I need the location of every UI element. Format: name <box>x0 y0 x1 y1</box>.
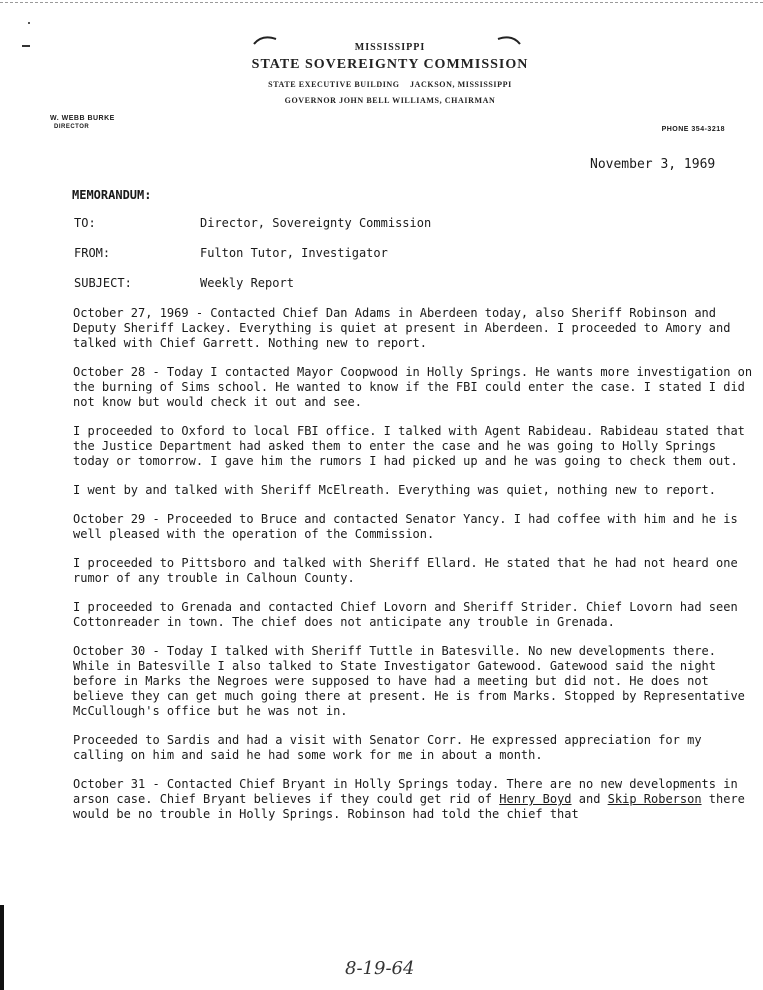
phone-number: PHONE 354-3218 <box>661 126 725 133</box>
paragraph: I went by and talked with Sheriff McElreath. Everything was quiet, nothing new to report. <box>73 483 716 497</box>
paragraph: October 28 - Today I contacted Mayor Coopwood in Holly Springs. He wants more investigation on the burning of Sims school. He wanted to know if the FBI could enter the case. I stated I did not know but would check it out and see. <box>73 365 753 409</box>
paragraph: I proceeded to Grenada and contacted Chief Lovorn and Sheriff Strider. Chief Lovorn had seen Cottonreader in town. The chief does not anticipate any trouble in Grenada. <box>73 600 738 629</box>
letterhead <box>200 42 580 105</box>
memo-heading: MEMORANDUM: <box>72 188 152 202</box>
paragraph: Proceeded to Sardis and had a visit with Senator Corr. He expressed appreciation for my calling on him and said he had some work for me in about a month. <box>73 733 702 762</box>
underlined-name-1: Henry Boyd <box>499 792 572 806</box>
director-title: DIRECTOR <box>54 124 90 130</box>
director-block <box>50 115 115 130</box>
letterhead-commission-name: STATE SOVEREIGNTY COMMISSION <box>251 57 529 72</box>
paragraph: I proceeded to Oxford to local FBI office. I talked with Agent Rabideau. Rabideau stated that the Justice Department had asked them to enter the case and he was going to Holly Springs today or tomorrow. I gave him the rumors I had picked up and he was going to check them out. <box>73 424 745 468</box>
letterhead-governor: GOVERNOR JOHN BELL WILLIAMS, CHAIRMAN <box>284 96 496 105</box>
letterhead-state: MISSISSIPPI <box>354 42 426 53</box>
paragraph: October 30 - Today I talked with Sheriff Tuttle in Batesville. No new developments there. While in Batesville I also talked to State Investigator Gatewood. Gatewood said the night before in Marks the Negroes were supposed to have had a meeting but did not. He does not believe they can get much going there at present. He is from Marks. Stopped by Representative McCullough's office but he was not in. <box>73 644 745 718</box>
director-name: W. WEBB BURKE <box>50 115 115 122</box>
left-edge-mark <box>0 905 4 990</box>
underlined-name-2: Skip Roberson <box>607 792 702 806</box>
conjunction: and <box>571 792 608 806</box>
last-paragraph-part1: October 31 - Contacted Chief Bryant in Holly Springs today. There are no new developments in arson case. Chief Bryant believes if they could get rid of <box>73 777 738 806</box>
from-line <box>74 246 388 260</box>
paragraph: I proceeded to Pittsboro and talked with Sheriff Ellard. He stated that he had not heard one rumor of any trouble in Calhoun County. <box>73 556 738 585</box>
subject-value: Weekly Report <box>200 276 294 290</box>
from-label: FROM: <box>74 246 111 260</box>
to-line <box>74 216 431 230</box>
memo-date: November 3, 1969 <box>590 157 716 172</box>
last-paragraph-part2: there would be no trouble in Holly Springs. Robinson had told the chief that <box>73 792 745 821</box>
paragraph: October 29 - Proceeded to Bruce and contacted Senator Yancy. I had coffee with him and he is well pleased with the operation of the Commission. <box>73 512 738 541</box>
subject-label: SUBJECT: <box>74 276 132 290</box>
top-border <box>0 2 763 3</box>
subject-line <box>74 276 294 290</box>
margin-dot <box>28 22 30 24</box>
margin-mark <box>22 45 30 47</box>
memo-body <box>73 306 753 836</box>
letterhead-address: STATE EXECUTIVE BUILDING JACKSON, MISSISSIPPI <box>268 80 512 89</box>
to-label: TO: <box>74 216 96 230</box>
paragraph: October 27, 1969 - Contacted Chief Dan Adams in Aberdeen today, also Sheriff Robinson and Deputy Sheriff Lackey. Everything is quiet at present in Aberdeen. I proceeded to Amory and talked with Chief Garrett. Nothing new to report. <box>73 306 731 350</box>
last-paragraph <box>73 777 753 822</box>
to-value: Director, Sovereignty Commission <box>200 216 432 230</box>
from-value: Fulton Tutor, Investigator <box>200 246 388 260</box>
handwritten-note: 8-19-64 <box>345 958 415 979</box>
